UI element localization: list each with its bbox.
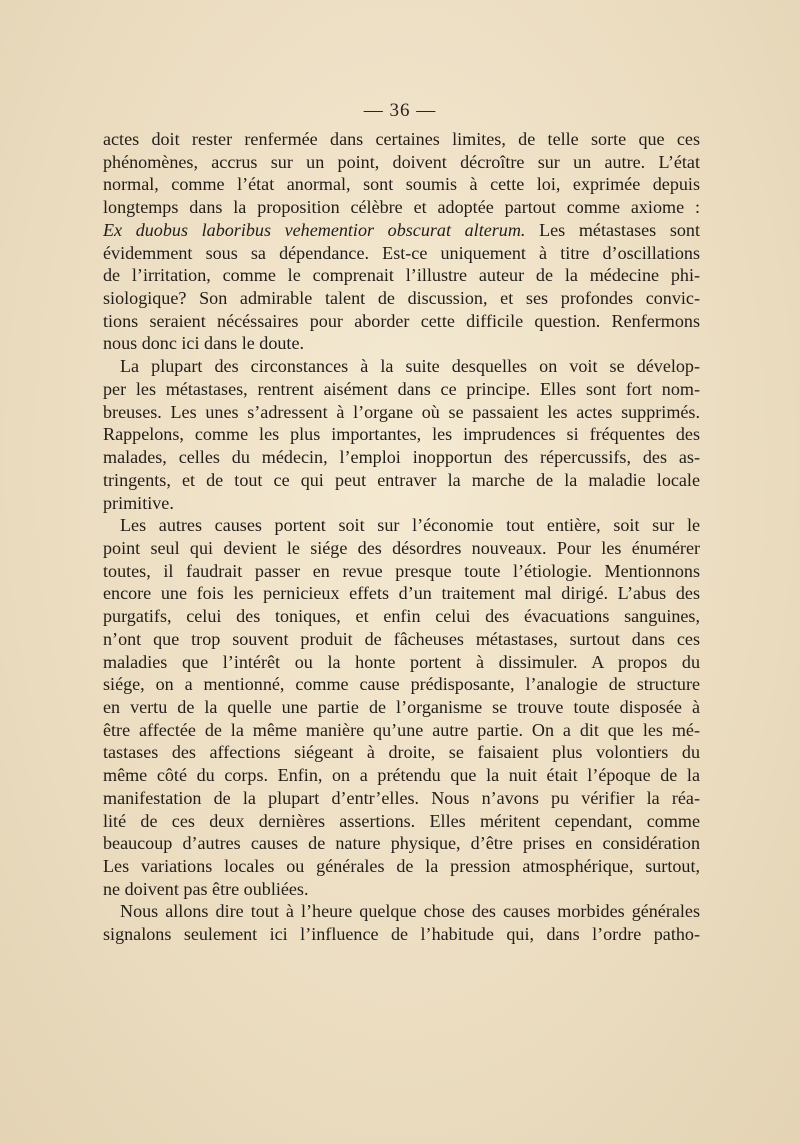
text-line: primitive. bbox=[103, 492, 174, 513]
text-line: Nous allons dire tout à l’heure quelque chose des causes morbides générales bbox=[120, 901, 700, 922]
text-line: tringents, et de tout ce qui peut entraver la marche de la maladie locale bbox=[103, 469, 700, 490]
text-line: beaucoup d’autres causes de nature physique, d’être prises en considération bbox=[103, 833, 700, 854]
text-line: longtemps dans la proposition célèbre et adoptée partout comme axiome : bbox=[103, 197, 700, 218]
text-line: point seul qui devient le siége des désordres nouveaux. Pour les énumérer bbox=[103, 537, 700, 558]
text-line: breuses. Les unes s’adressent à l’organe où se passaient les actes supprimés. bbox=[103, 401, 700, 422]
text-line: être affectée de la même manière qu’une autre partie. On a dit que les mé- bbox=[103, 719, 700, 740]
text-line: toutes, il faudrait passer en revue presque toute l’étiologie. Mentionnons bbox=[103, 560, 700, 581]
text-line: maladies que l’intérêt ou la honte portent à dissimuler. A propos du bbox=[103, 651, 700, 672]
text-line: nous donc ici dans le doute. bbox=[103, 333, 305, 354]
text-line: en vertu de la quelle une partie de l’organisme se trouve toute disposée à bbox=[103, 696, 700, 717]
text-line: Les variations locales ou générales de la pression atmosphérique, surtout, bbox=[103, 856, 700, 876]
text-line: n’ont que trop souvent produit de fâcheuses métastases, surtout dans ces bbox=[103, 628, 700, 649]
text-line: phénomènes, accrus sur un point, doivent décroître sur un autre. L’état bbox=[103, 151, 700, 172]
text-line: tions seraient nécéssaires pour aborder cette difficile question. Renfermons bbox=[103, 310, 700, 331]
text-line: siologique? Son admirable talent de discussion, et ses profondes convic- bbox=[103, 288, 700, 309]
latin-quote: Ex duobus laboribus vehementior obscurat alterum. bbox=[103, 219, 526, 240]
text-line: signalons seulement ici l’influence de l’habitude qui, dans l’ordre patho- bbox=[103, 924, 700, 945]
text-line: malades, celles du médecin, l’emploi inopportun des répercussifs, des as- bbox=[103, 447, 700, 468]
text-line: ne doivent pas être oubliées. bbox=[103, 878, 309, 899]
text-line: tastases des affections siégeant à droite, se faisaient plus volontiers du bbox=[103, 742, 700, 763]
text-line: encore une fois les pernicieux effets d’un traitement mal dirigé. L’abus des bbox=[103, 583, 700, 604]
text-line: manifestation de la plupart d’entr’elles. Nous n’avons pu vérifier la réa- bbox=[103, 787, 700, 808]
text-line: Rappelons, comme les plus importantes, les imprudences si fréquentes des bbox=[103, 424, 700, 445]
text-line: per les métastases, rentrent aisément dans ce principe. Elles sont fort nom- bbox=[103, 378, 700, 399]
text-line: siége, on a mentionné, comme cause prédisposante, l’analogie de structure bbox=[103, 674, 700, 695]
text-line bbox=[103, 219, 700, 242]
body-text bbox=[103, 128, 700, 946]
text-line: lité de ces deux dernières assertions. Elles méritent cependant, comme bbox=[103, 810, 700, 831]
text-line: de l’irritation, comme le comprenait l’illustre auteur de la médecine phi- bbox=[103, 265, 700, 286]
text-line: normal, comme l’état anormal, sont soumis à cette loi, exprimée depuis bbox=[103, 174, 700, 195]
page-number: — 36 — bbox=[363, 100, 437, 121]
text-line: La plupart des circonstances à la suite desquelles on voit se dévelop- bbox=[120, 356, 700, 377]
text-line: purgatifs, celui des toniques, et enfin celui des évacuations sanguines, bbox=[103, 606, 700, 627]
text-line: évidemment sous sa dépendance. Est-ce uniquement à titre d’oscillations bbox=[103, 242, 700, 263]
text-line: même côté du corps. Enfin, on a prétendu que la nuit était l’époque de la bbox=[103, 765, 700, 786]
text-line: Les autres causes portent soit sur l’économie tout entière, soit sur le bbox=[120, 515, 700, 536]
text-line-rest: Les métastases sont bbox=[525, 219, 700, 240]
text-line: actes doit rester renfermée dans certaines limites, de telle sorte que ces bbox=[103, 129, 700, 149]
